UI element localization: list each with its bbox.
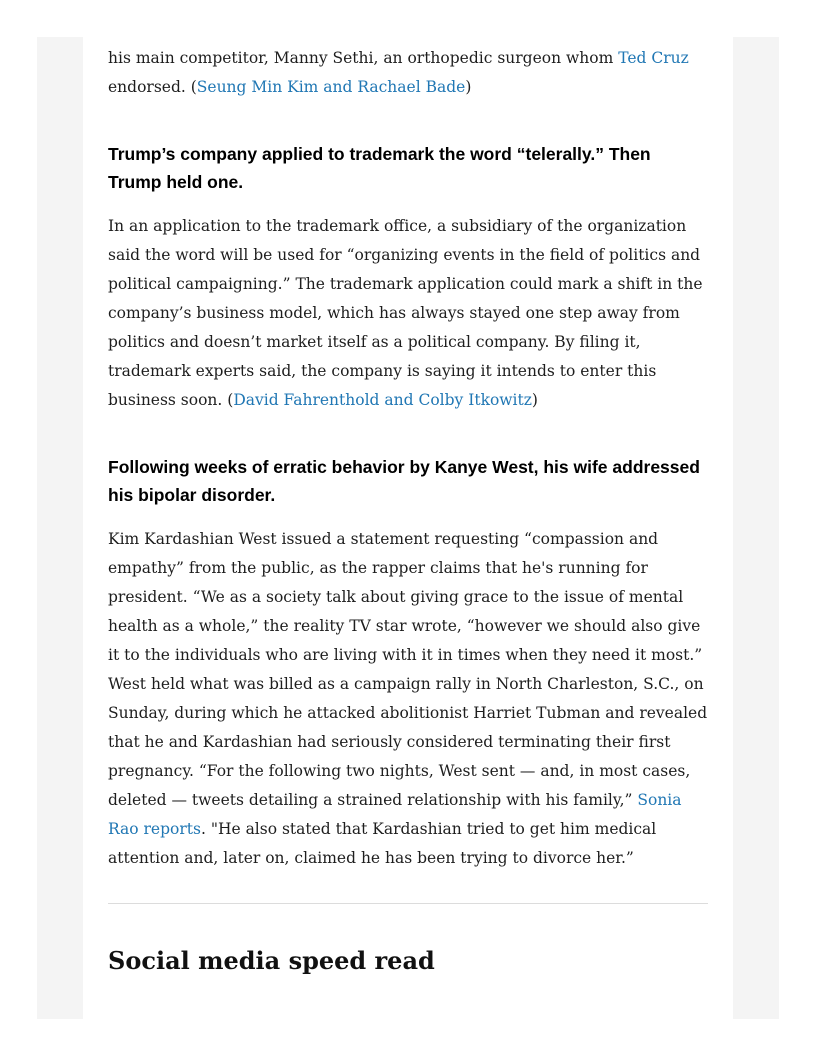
intro-paragraph bbox=[108, 44, 708, 102]
email-body bbox=[83, 37, 733, 1019]
story-heading-kanye: Following weeks of erratic behavior by Kanye West, his wife addressed his bipolar disorder. bbox=[108, 457, 700, 505]
inline-link-byline-fahrenthold-itkowitz[interactable]: David Fahrenthold and Colby Itkowitz bbox=[233, 391, 532, 409]
story1-text-after: ) bbox=[531, 391, 538, 409]
story2-text-after: . "He also stated that Kardashian tried to get him medical attention and, later on, claimed he has been trying to divorce her.” bbox=[108, 820, 657, 867]
section-title-social-media: Social media speed read bbox=[108, 946, 435, 975]
section-divider bbox=[108, 903, 708, 904]
story-heading-trademark: Trump’s company applied to trademark the word “telerally.” Then Trump held one. bbox=[108, 144, 651, 192]
inline-link-sonia-rao[interactable]: Sonia Rao reports bbox=[108, 791, 682, 838]
inline-link-byline-kim-bade[interactable]: Seung Min Kim and Rachael Bade bbox=[196, 78, 466, 96]
story2-text: Kim Kardashian West issued a statement requesting “compassion and empathy” from the public, as the rapper claims that he's running for president. “We as a society talk about giving grace to the issue of mental health as a whole,” the reality TV star wrote, “however we should also give it to the individuals who are living with it in times when they need it most.” West held what was billed as a campaign rally in North Charleston, S.C., on Sunday, during which he attacked abolitionist Harriet Tubman and revealed that he and Kardashian had seriously considered terminating their first pregnancy. “For the following two nights, West sent — and, in most cases, deleted — tweets detailing a strained relationship with his family,” bbox=[108, 530, 708, 809]
intro-text-pre: his main competitor, Manny Sethi, an orthopedic surgeon whom bbox=[108, 49, 619, 67]
inline-link-ted-cruz[interactable]: Ted Cruz bbox=[618, 49, 689, 67]
email-background bbox=[37, 37, 779, 1019]
story-paragraph-trademark bbox=[108, 212, 708, 415]
intro-text-mid: endorsed. ( bbox=[108, 78, 197, 96]
intro-text-post: ) bbox=[465, 78, 472, 96]
story-paragraph-kanye bbox=[108, 525, 708, 873]
story1-text: In an application to the trademark office, a subsidiary of the organization said the word will be used for “organizing events in the field of politics and political campaigning.” The trademark application could mark a shift in the company’s business model, which has always stayed one step away from politics and doesn’t market itself as a political company. By filing it, trademark experts said, the company is saying it intends to enter this business soon. ( bbox=[108, 217, 703, 409]
newsletter-content bbox=[83, 37, 733, 976]
